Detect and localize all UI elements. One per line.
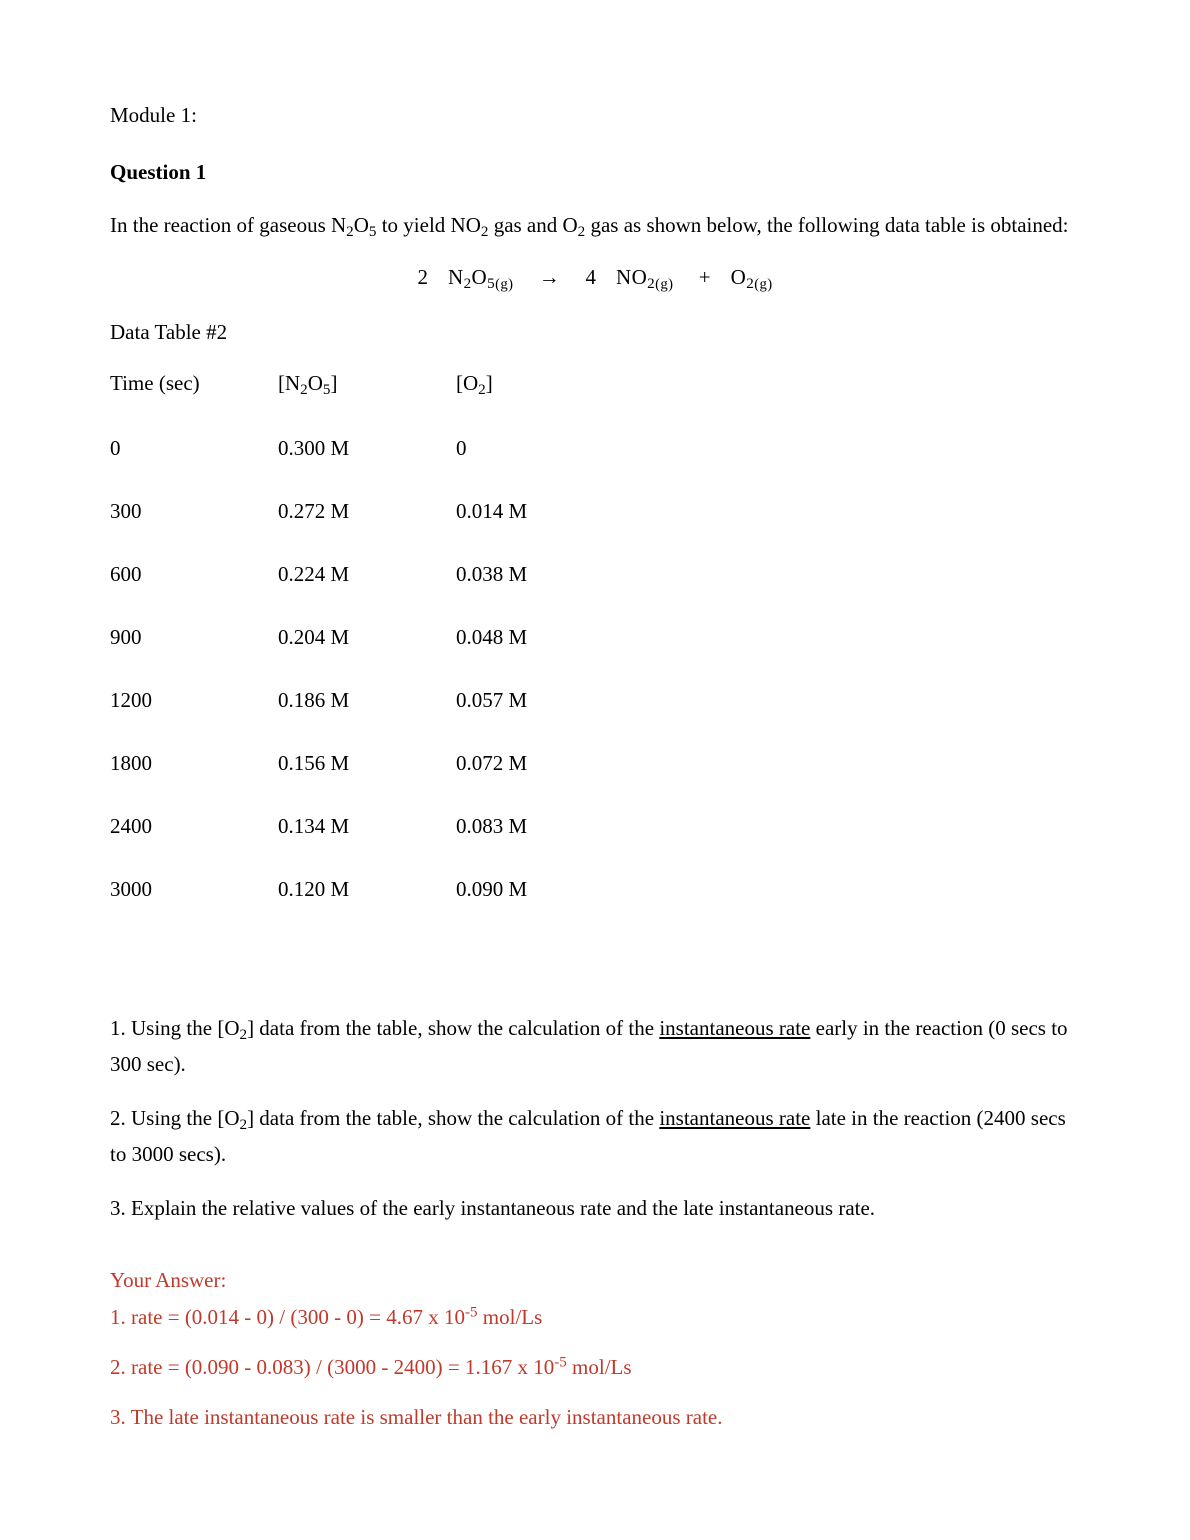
answer2-text-a: 2. rate = (0.090 - 0.083) / (3000 - 2400) = 1.167 x 10: [110, 1355, 555, 1380]
cell-n2o5: 0.204 M: [278, 624, 350, 649]
intro-text-part-5: gas as shown below, the following data table is obtained:: [585, 212, 1069, 237]
answer1-exponent: -5: [464, 1304, 478, 1321]
table-row: [110, 499, 656, 562]
answer2-exponent: -5: [554, 1354, 567, 1371]
q2-text-c: late in the reaction (2400 secs to 3000 secs).: [110, 1105, 1066, 1166]
table-row: [110, 562, 656, 625]
intro-sub-1: 2: [346, 223, 354, 240]
q1-underlined-term: instantaneous rate: [659, 1015, 811, 1040]
cell-o2: 0.090 M: [456, 876, 528, 901]
cell-n2o5: 0.120 M: [278, 876, 350, 901]
table-header-row: [110, 371, 656, 436]
cell-o2: 0.072 M: [456, 750, 528, 775]
equation-arrow: →: [538, 264, 561, 289]
data-table: [110, 371, 656, 940]
answer-block: [110, 1268, 1080, 1435]
intro-sub-4: 2: [577, 223, 586, 240]
equation-reactant-phase: (g): [495, 276, 514, 293]
column-header-o2: $[O_2]$: [456, 370, 493, 398]
cell-time: 2400: [110, 813, 152, 838]
cell-time: 1800: [110, 750, 152, 775]
cell-o2: 0.048 M: [456, 624, 528, 649]
answer2-text-b: mol/Ls: [566, 1355, 632, 1380]
table-row: [110, 877, 656, 940]
q1-subscript: 2: [239, 1026, 248, 1043]
cell-time: 3000: [110, 876, 152, 901]
intro-text-part-1: In the reaction of gaseous N: [110, 212, 347, 237]
answer-label: Your Answer:: [110, 1268, 227, 1293]
column-header-time: Time (sec): [110, 370, 200, 395]
cell-o2: 0.014 M: [456, 498, 528, 523]
table-row: [110, 436, 656, 499]
answer1-text-b: mol/Ls: [477, 1305, 543, 1330]
answer-line-3: 3. The late instantaneous rate is smaller than the early instantaneous rate.: [110, 1405, 723, 1430]
module-label: Module 1:: [110, 103, 197, 127]
cell-n2o5: 0.300 M: [278, 435, 350, 460]
cell-n2o5: 0.272 M: [278, 498, 350, 523]
intro-text-part-4: gas and O: [488, 212, 578, 237]
data-table-caption: Data Table #2: [110, 319, 228, 344]
q2-underlined-term: instantaneous rate: [659, 1105, 811, 1130]
cell-n2o5: 0.186 M: [278, 687, 350, 712]
question-intro-paragraph: [110, 207, 1070, 243]
table-row: [110, 625, 656, 688]
cell-o2: 0: [456, 435, 467, 460]
data-table-body: [110, 436, 656, 940]
table-row: [110, 688, 656, 751]
table-row: [110, 814, 656, 877]
q2-text-a: 2. Using the [O: [110, 1105, 240, 1130]
cell-time: 300: [110, 498, 142, 523]
table-row: [110, 751, 656, 814]
intro-sub-3: 2: [480, 223, 489, 240]
cell-time: 0: [110, 435, 121, 460]
cell-n2o5: 0.134 M: [278, 813, 350, 838]
equation-reactant-coefficient: 2: [417, 264, 429, 289]
answer-line-1: [110, 1299, 1080, 1335]
intro-text-part-3: to yield NO: [376, 212, 481, 237]
q2-subscript: 2: [239, 1117, 248, 1134]
cell-time: 1200: [110, 687, 152, 712]
chemical-equation: 2 $N_2O_{5(g)} \to 4$ $NO_{2(g)} + O_{2(g)}$: [417, 264, 773, 293]
q1-text-a: 1. Using the [O: [110, 1015, 240, 1040]
q1-text-b: ] data from the table, show the calculation of the: [247, 1015, 660, 1040]
cell-o2: 0.057 M: [456, 687, 528, 712]
spacer: [110, 940, 1080, 1010]
cell-time: 900: [110, 624, 142, 649]
answer1-text-a: 1. rate = (0.014 - 0) / (300 - 0) = 4.67 x 10: [110, 1305, 465, 1330]
answer-line-2: [110, 1349, 1080, 1385]
question-item-3: 3. Explain the relative values of the early instantaneous rate and the late instantaneous rate.: [110, 1196, 876, 1221]
q1-text-c: early in the reaction (0 secs to 300 sec).: [110, 1015, 1068, 1076]
data-table-head: [110, 371, 656, 436]
intro-sub-2: 5: [368, 223, 377, 240]
cell-o2: 0.083 M: [456, 813, 528, 838]
cell-time: 600: [110, 561, 142, 586]
equation-product2-phase: (g): [754, 276, 773, 293]
cell-n2o5: 0.224 M: [278, 561, 350, 586]
column-header-n2o5: $[N_2O_5]$: [278, 370, 338, 398]
equation-product1-coefficient: 4: [585, 264, 597, 289]
question-item-1: [110, 1010, 1080, 1082]
question-heading: Question 1: [110, 159, 207, 184]
cell-o2: 0.038 M: [456, 561, 528, 586]
q2-text-b: ] data from the table, show the calculation of the: [247, 1105, 660, 1130]
intro-text-part-2: O: [353, 212, 369, 237]
equation-plus-sign: +: [698, 264, 712, 289]
equation-product1-phase: (g): [655, 276, 674, 293]
question-item-2: [110, 1100, 1080, 1172]
cell-n2o5: 0.156 M: [278, 750, 350, 775]
